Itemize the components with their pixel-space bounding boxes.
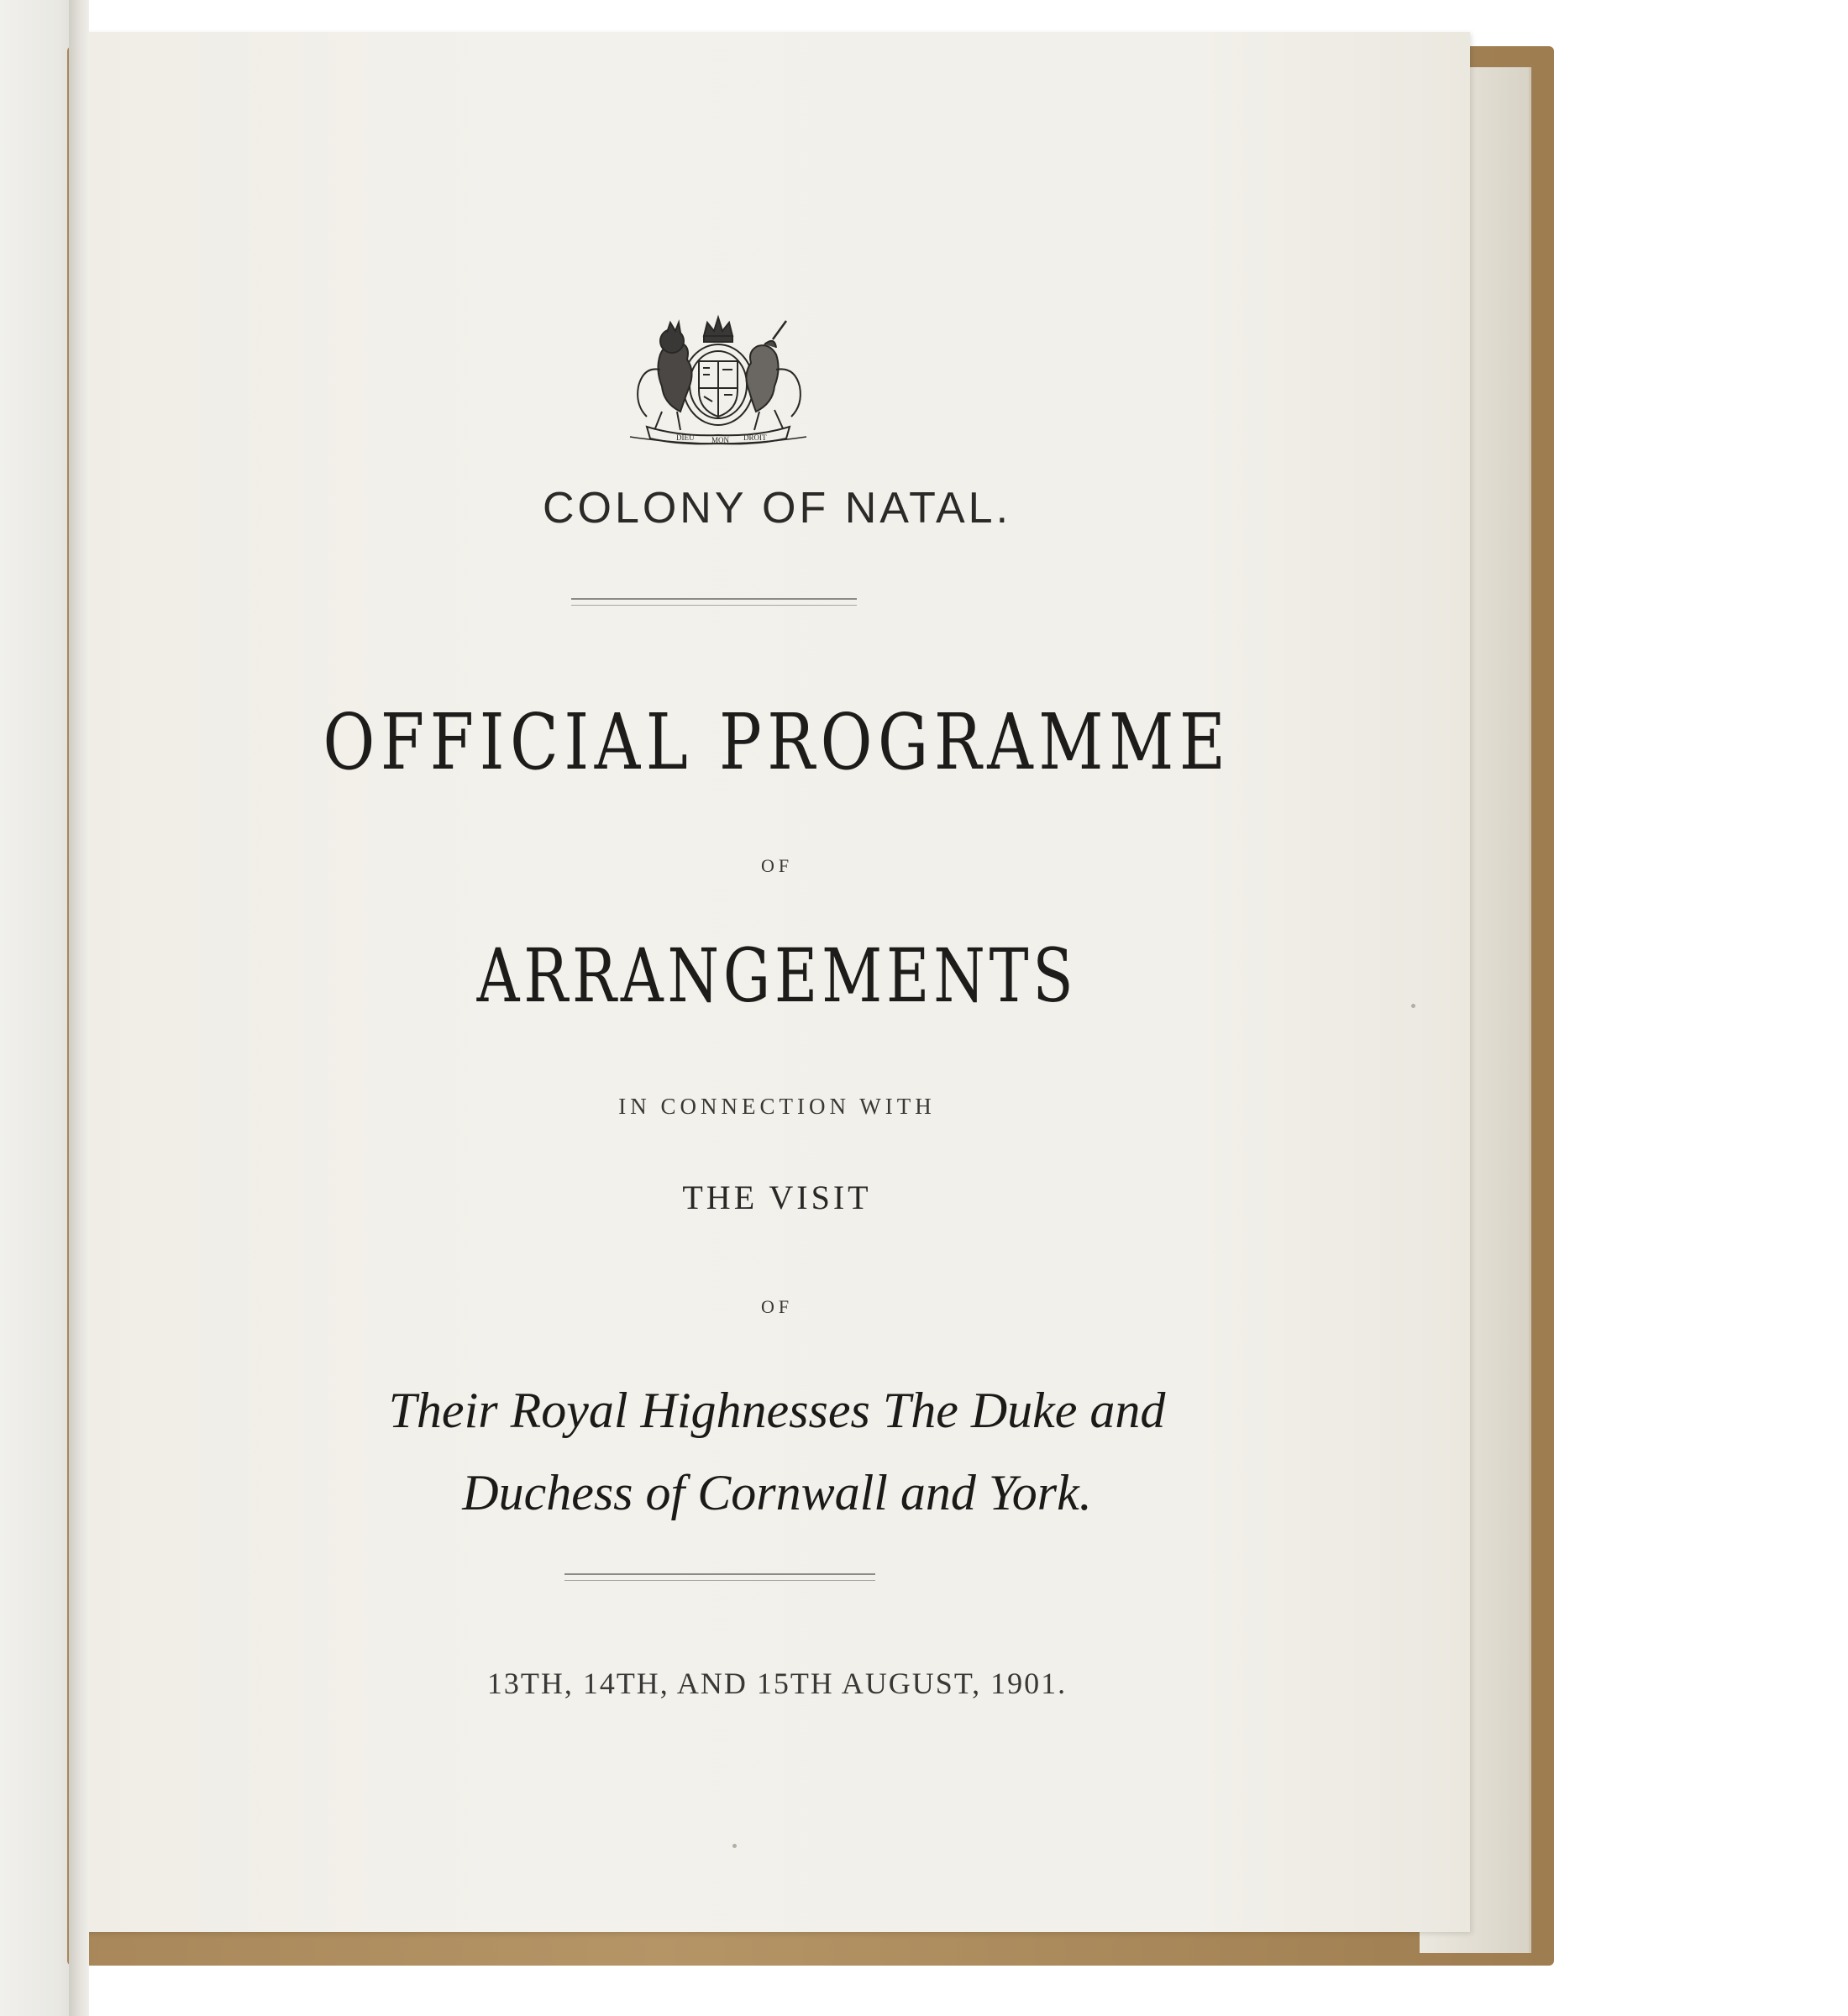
page-title: OFFICIAL PROGRAMME xyxy=(323,697,1231,787)
colony-heading: COLONY OF NATAL. xyxy=(542,484,1012,533)
crest-motto-left: DIEU xyxy=(676,433,695,442)
royal-coat-of-arms-icon xyxy=(596,311,840,445)
double-rule-divider xyxy=(564,1573,875,1581)
double-rule-divider xyxy=(571,598,857,606)
of-connector: OF xyxy=(760,855,794,876)
in-connection-line: IN CONNECTION WITH xyxy=(618,1094,936,1119)
visit-line: THE VISIT xyxy=(682,1179,872,1216)
duchess-line: Duchess of Cornwall and York. xyxy=(462,1465,1092,1520)
royal-highnesses-line: Their Royal Highnesses The Duke and xyxy=(388,1383,1166,1438)
paper-speck xyxy=(732,1844,737,1848)
paper-speck xyxy=(1411,1004,1415,1008)
of-connector: OF xyxy=(760,1296,794,1317)
book-gutter xyxy=(69,0,89,2016)
page-subtitle: ARRANGEMENTS xyxy=(476,932,1078,1019)
crest-motto-mid: MON xyxy=(711,436,730,444)
event-date: 13TH, 14TH, AND 15TH AUGUST, 1901. xyxy=(486,1667,1068,1700)
crest-motto-right: DROIT xyxy=(743,433,767,442)
